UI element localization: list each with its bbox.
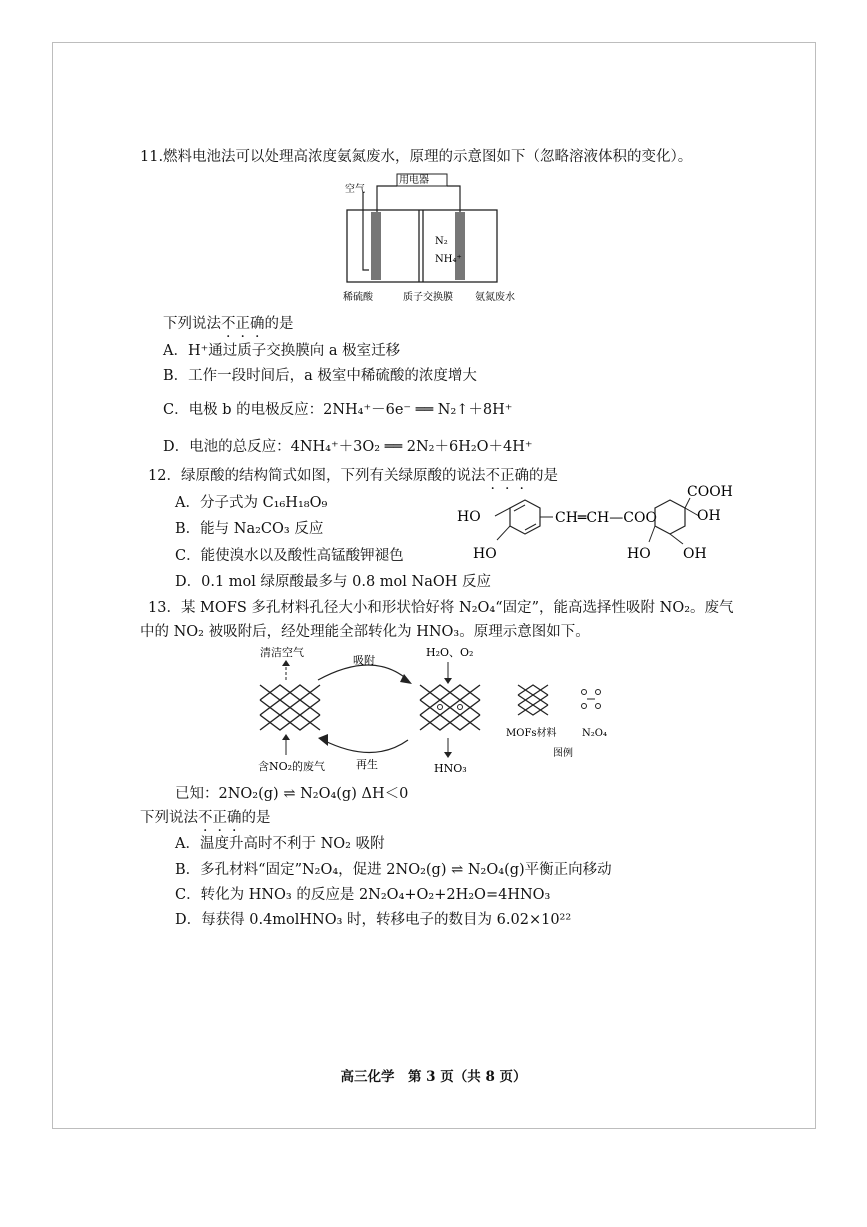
air-label: 空气 bbox=[345, 184, 365, 195]
left-label: 稀硫酸 bbox=[343, 292, 373, 303]
oh-label-2: OH bbox=[683, 546, 707, 562]
q13-option-c: C．转化为 HNO₃ 的反应是 2N₂O₄+O₂+2H₂O=4HNO₃ bbox=[175, 887, 551, 903]
page-footer: 高三化学 第 3 页（共 8 页） bbox=[340, 1069, 527, 1085]
clean-air-label: 清洁空气 bbox=[260, 646, 304, 659]
chlorogenic-acid-structure bbox=[455, 478, 745, 573]
q11-option-b: B．工作一段时间后，a 极室中稀硫酸的浓度增大 bbox=[163, 368, 477, 384]
q13-known: 已知：2NO₂(g) ⇌ N₂O₄(g) ΔH＜0 bbox=[175, 786, 409, 802]
cyclohexane-ring bbox=[655, 500, 685, 534]
q13-mofs-diagram bbox=[248, 640, 628, 780]
regen-label: 再生 bbox=[356, 758, 378, 771]
legend-mofs-label: MOFs材料 bbox=[506, 728, 557, 739]
q13-option-b: B．多孔材料“固定”N₂O₄，促进 2NO₂(g) ⇌ N₂O₄(g)平衡正向移动 bbox=[175, 862, 612, 878]
q11-option-c: C．电极 b 的电极反应：2NH₄⁺－6e⁻ ══ N₂↑＋8H⁺ bbox=[163, 402, 513, 418]
mofs-mesh-left bbox=[260, 685, 320, 730]
adsorb-label: 吸附 bbox=[353, 654, 375, 667]
waste-gas-label: 含NO₂的废气 bbox=[258, 760, 326, 773]
q13-stem-line1: 13．某 MOFS 多孔材料孔径大小和形状恰好将 N₂O₄“固定”，能高选择性吸附 NO₂。废气 bbox=[148, 600, 734, 616]
q12-option-c: C．能使溴水以及酸性高锰酸钾褪色 bbox=[175, 548, 404, 564]
q11-prompt: 下列说法不正确的是 bbox=[163, 316, 294, 332]
n2o4-molecule bbox=[458, 705, 463, 710]
q13-option-a: A．温度升高时不利于 NO₂ 吸附 bbox=[175, 836, 385, 852]
nh4-label: NH₄⁺ bbox=[435, 254, 462, 265]
right-label: 氨氮废水 bbox=[475, 292, 515, 303]
ho-label-3: HO bbox=[627, 546, 651, 562]
ho-label-1: HO bbox=[457, 509, 481, 525]
mofs-mesh-right bbox=[420, 685, 480, 730]
electrode-b bbox=[455, 212, 465, 280]
q11-option-d: D．电池的总反应：4NH₄⁺＋3O₂ ══ 2N₂＋6H₂O＋4H⁺ bbox=[163, 439, 533, 455]
hno3-label: HNO₃ bbox=[434, 762, 467, 775]
q11-cell-diagram bbox=[335, 170, 535, 305]
n2o4-molecule bbox=[438, 705, 443, 710]
q12-option-a: A．分子式为 C₁₆H₁₈O₉ bbox=[175, 495, 328, 511]
q11-stem: 11.燃料电池法可以处理高浓度氨氮废水，原理的示意图如下（忽略溶液体积的变化）。 bbox=[140, 149, 693, 165]
chain-label: CH═CH—COO bbox=[555, 510, 657, 526]
q13-option-d: D．每获得 0.4molHNO₃ 时，转移电子的数目为 6.02×10²² bbox=[175, 912, 572, 928]
legend-mofs-icon bbox=[518, 685, 548, 715]
n2-label: N₂ bbox=[435, 236, 448, 247]
oh-label-1: OH bbox=[697, 508, 721, 524]
electrode-a bbox=[371, 212, 381, 280]
q13-prompt: 下列说法不正确的是 bbox=[140, 810, 271, 826]
q13-stem-line2: 中的 NO₂ 被吸附后，经处理能全部转化为 HNO₃。原理示意图如下。 bbox=[140, 624, 590, 640]
q12-stem: 12．绿原酸的结构简式如图，下列有关绿原酸的说法不正确的是 bbox=[148, 468, 558, 484]
legend-n2o4-label: N₂O₄ bbox=[582, 728, 607, 739]
device-label: 用电器 bbox=[399, 175, 429, 186]
cooh-label: COOH bbox=[687, 484, 733, 500]
q11-option-a: A．H⁺通过质子交换膜向 a 极室迁移 bbox=[163, 343, 401, 359]
middle-label: 质子交换膜 bbox=[403, 292, 453, 303]
q12-option-d: D．0.1 mol 绿原酸最多与 0.8 mol NaOH 反应 bbox=[175, 574, 491, 590]
q12-option-b: B．能与 Na₂CO₃ 反应 bbox=[175, 521, 324, 537]
ho-label-2: HO bbox=[473, 546, 497, 562]
h2o-o2-label: H₂O、O₂ bbox=[426, 646, 474, 659]
legend-title: 图例 bbox=[553, 748, 573, 759]
